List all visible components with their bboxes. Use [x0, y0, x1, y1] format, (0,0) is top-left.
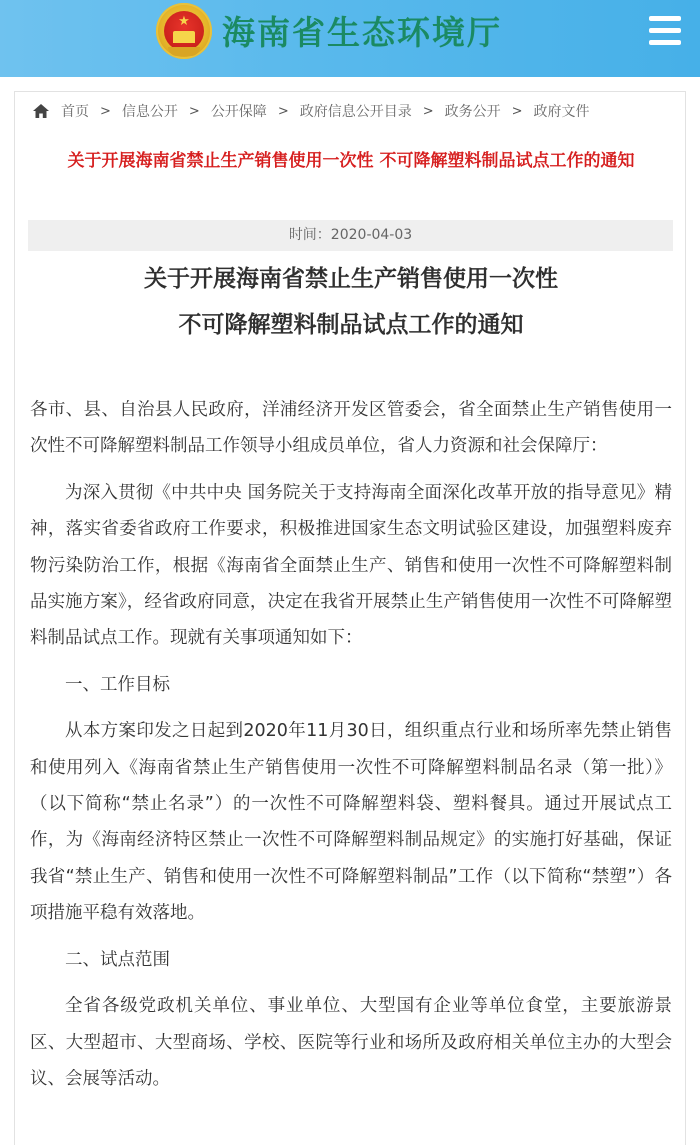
section-heading: 一、工作目标 — [65, 674, 170, 695]
document-body — [30, 392, 672, 1107]
breadcrumb-home[interactable]: 首页 — [61, 104, 89, 120]
notice-title: 关于开展海南省禁止生产销售使用一次性 不可降解塑料制品试点工作的通知 — [67, 151, 635, 171]
section-heading: 二、试点范围 — [65, 949, 170, 970]
national-emblem-icon: ★ — [156, 3, 212, 59]
section-paragraph: 全省各级党政机关单位、事业单位、大型国有企业等单位食堂，主要旅游景区、大型超市、大型商场、学校、医院等行业和场所及政府相关单位主办的大型会议、会展等活动。 — [30, 996, 672, 1089]
document-title-line: 关于开展海南省禁止生产销售使用一次性 — [144, 266, 558, 292]
breadcrumb-government-documents[interactable]: 政府文件 — [533, 104, 590, 120]
document-title — [30, 256, 672, 348]
article-panel — [14, 91, 686, 1145]
breadcrumb-separator: > — [100, 103, 111, 119]
site-title[interactable]: 海南省生态环境厅 — [222, 13, 502, 52]
publish-date: 时间：2020-04-03 — [28, 220, 673, 251]
breadcrumb-info-catalog[interactable]: 政府信息公开目录 — [299, 104, 412, 120]
breadcrumb-separator: > — [511, 103, 523, 119]
breadcrumb-separator: > — [277, 103, 289, 119]
breadcrumb — [33, 100, 590, 122]
breadcrumb-disclosure-guarantee[interactable]: 公开保障 — [210, 104, 267, 120]
section-paragraph: 从本方案印发之日起到2020年11月30日，组织重点行业和场所率先禁止销售和使用列入《海南省禁止生产销售使用一次性不可降解塑料制品名录（第一批）》（以下简称“禁止名录”）的一次性不可降解塑料袋、塑料餐具。通过开展试点工作，为《海南经济特区禁止一次性不可降解塑料制品规定》的实施打好基础，保证我省“禁止生产、销售和使用一次性不可降解塑料制品”工作（以下简称“禁塑”）各项措施平稳有效落地。 — [30, 721, 672, 924]
intro-paragraph: 为深入贯彻《中共中央 国务院关于支持海南全面深化改革开放的指导意见》精神，落实省委省政府工作要求，积极推进国家生态文明试验区建设，加强塑料废弃物污染防治工作，根据《海南省全面禁止生产、销售和使用一次性不可降解塑料制品实施方案》，经省政府同意，决定在我省开展禁止生产销售使用一次性不可降解塑料制品试点工作。现就有关事项通知如下： — [30, 482, 672, 649]
home-icon[interactable] — [33, 104, 49, 118]
site-header — [0, 0, 700, 77]
breadcrumb-separator: > — [422, 103, 434, 119]
recipients-paragraph: 各市、县、自治县人民政府，洋浦经济开发区管委会，省全面禁止生产销售使用一次性不可降解塑料制品工作领导小组成员单位，省人力资源和社会保障厅： — [30, 400, 672, 457]
breadcrumb-separator: > — [188, 103, 200, 119]
hamburger-menu-icon[interactable] — [645, 14, 685, 48]
document-title-line: 不可降解塑料制品试点工作的通知 — [178, 312, 524, 338]
breadcrumb-info-disclosure[interactable]: 信息公开 — [121, 104, 178, 120]
breadcrumb-government-affairs[interactable]: 政务公开 — [444, 104, 501, 120]
